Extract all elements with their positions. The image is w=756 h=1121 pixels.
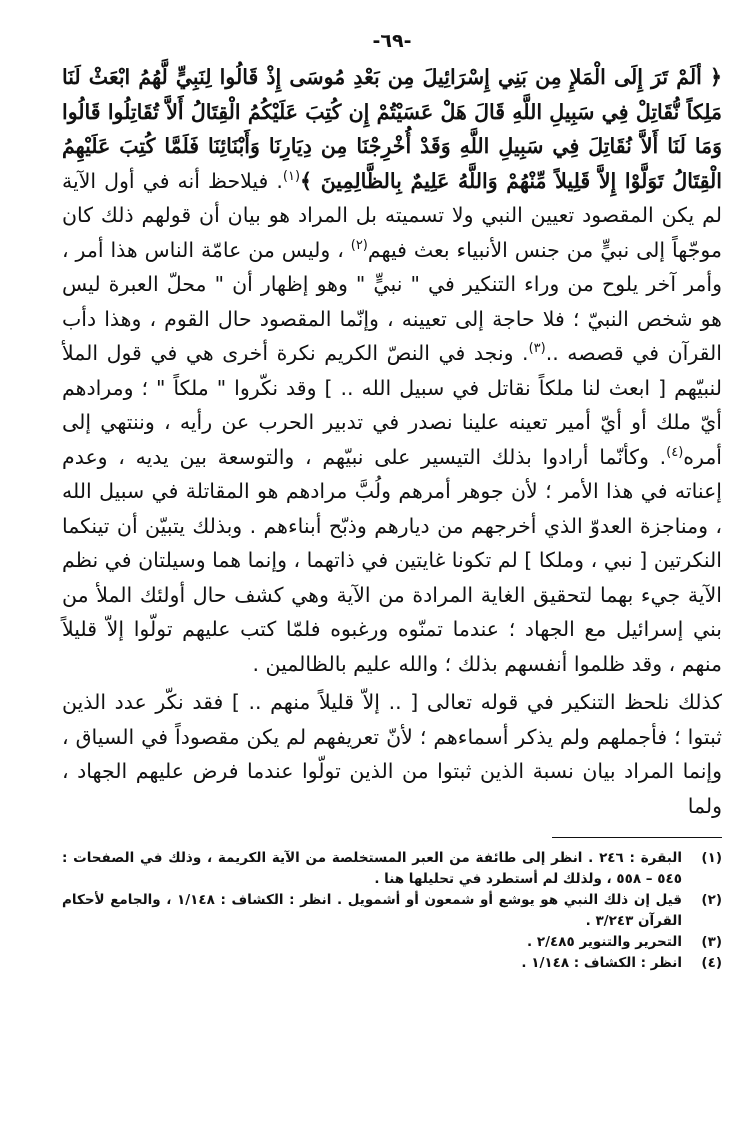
footnote-1 [62,848,722,890]
page-number: -٦٩- [372,30,412,52]
footnote-ref-4: (٤) [666,444,684,460]
footnote-3 [62,932,722,953]
footnotes [62,848,722,974]
footnote-ref-3: (٣) [528,341,546,357]
paragraph-1-part-b: ، وليس من عامّة الناس هذا أمر ، وأمر آخر يلوح من وراء التنكير في " نبيٍّ " وهو إظهار أن " محلّ العبرة ليس هو شخص النبيّ ؛ فلا حاجة إلى تعيينه ، وإنّما المقصود حال القوم ، وهذا دأب القرآن في قصصه .. [62,237,722,365]
footnote-number: (١) [701,850,722,866]
paragraph-1-part-a: . فيلاحظ أنه في أول الآية لم يكن المقصود تعيين النبي ولا تسميته بل المراد هو بيان أن قولهم ذلك كان موجّهاً إلى نبيٍّ من جنس الأنبياء بعث فيهم [62,168,722,262]
footnote-4 [62,953,722,974]
footnote-2 [62,890,722,932]
footnote-number: (٢) [701,892,722,908]
footnote-text: انظر : الكشاف : ١/١٤٨ . [521,955,682,971]
paragraph-1-part-d: . وكأنّما أرادوا بذلك التيسير على نبيّهم ، والتوسعة بين يديه ، وعدم إعناته في هذا الأمر ؛ لأن جوهر أمرهم ولُبَّ مرادهم هو المقاتلة في سبيل الله ، ومناجزة العدوّ الذي أخرجهم من ديارهم وذبّح أبناءهم . وبذلك يتبيّن أن تينكما النكرتين [ نبي ، وملكا ] لم تكونا غايتين في ذاتهما ، وإنما هما وسيلتان في نظم الآية جيء بهما لتحقيق الغاية المرادة من الآية وهي كشف حال أولئك الملأ من بني إسرائيل مع الجهاد ؛ عندما تمنّوه ورغبوه فلمّا كتب عليهم تولّوا إلاّ قليلاً منهم ، وقد ظلموا أنفسهم بذلك ؛ والله عليم بالظالمين . [62,444,722,676]
main-text [62,60,722,823]
paragraph-1-part-c: . ونجد في النصّ الكريم نكرة أخرى هي في قول الملأ لنبيّهم [ ابعث لنا ملكاً نقاتل في سبيل الله .. ] وقد نكّروا " ملكاً " ؛ ومرادهم أيّ ملك أو أيّ أمير تعينه علينا نصدر في تدبير الحرب عن رأيه ، وننتهي إلى أمره [62,341,722,469]
footnote-separator [552,837,722,838]
page [62,30,722,1100]
footnote-number: (٣) [701,934,722,950]
footnote-ref-2: (٢) [350,237,368,253]
footnote-text: قيل إن ذلك النبي هو يوشع أو شمعون أو أشمويل . انظر : الكشاف : ١/١٤٨ ، والجامع لأحكام القرآن ٣/٢٤٣ . [62,892,682,929]
quran-verse: ﴿ ألَمْ تَرَ إِلَى الْمَلإِ مِن بَنِي إِسْرَائِيلَ مِن بَعْدِ مُوسَى إِذْ قَالُوا لِنَبِيٍّ لَّهُمُ ابْعَثْ لَنَا مَلِكاً نُّقَاتِلْ فِي سَبِيلِ اللَّهِ قَالَ هَلْ عَسَيْتُمْ إِن كُتِبَ عَلَيْكُمُ الْقِتَالُ أَلاَّ تُقَاتِلُوا قَالُوا وَمَا لَنَا أَلاَّ نُقَاتِلَ فِي سَبِيلِ اللَّهِ وَقَدْ أُخْرِجْنَا مِن دِيَارِنَا وَأَبْنَائِنَا فَلَمَّا كُتِبَ عَلَيْهِمُ الْقِتَالُ تَوَلَّوْا إِلاَّ قَلِيلاً مِّنْهُمْ وَاللَّهُ عَلِيمٌ بِالظَّالِمِينَ ﴾ [62,65,722,193]
footnote-text: التحرير والتنوير ٢/٤٨٥ . [527,934,682,950]
footnote-number: (٤) [701,955,722,971]
paragraph-1 [62,60,722,681]
footnote-text: البقرة : ٢٤٦ . انظر إلى طائفة من العبر المستخلصة من الآية الكريمة ، وذلك في الصفحات : ٥٤٥ – ٥٥٨ ، ولذلك لم أستطرد في تحليلها هنا . [62,850,683,887]
footnote-ref-1: (١) [282,168,301,184]
paragraph-2: كذلك نلحظ التنكير في قوله تعالى [ .. إلاّ قليلاً منهم .. ] فقد نكّر عدد الذين ثبتوا ؛ فأجملهم ولم يذكر أسماءهم ؛ لأنّ تعريفهم لم يكن مقصوداً في السياق ، وإنما المراد بيان نسبة الذين ثبتوا من الذين تولّوا عندما فرض عليهم الجهاد ، ولما [62,690,722,818]
